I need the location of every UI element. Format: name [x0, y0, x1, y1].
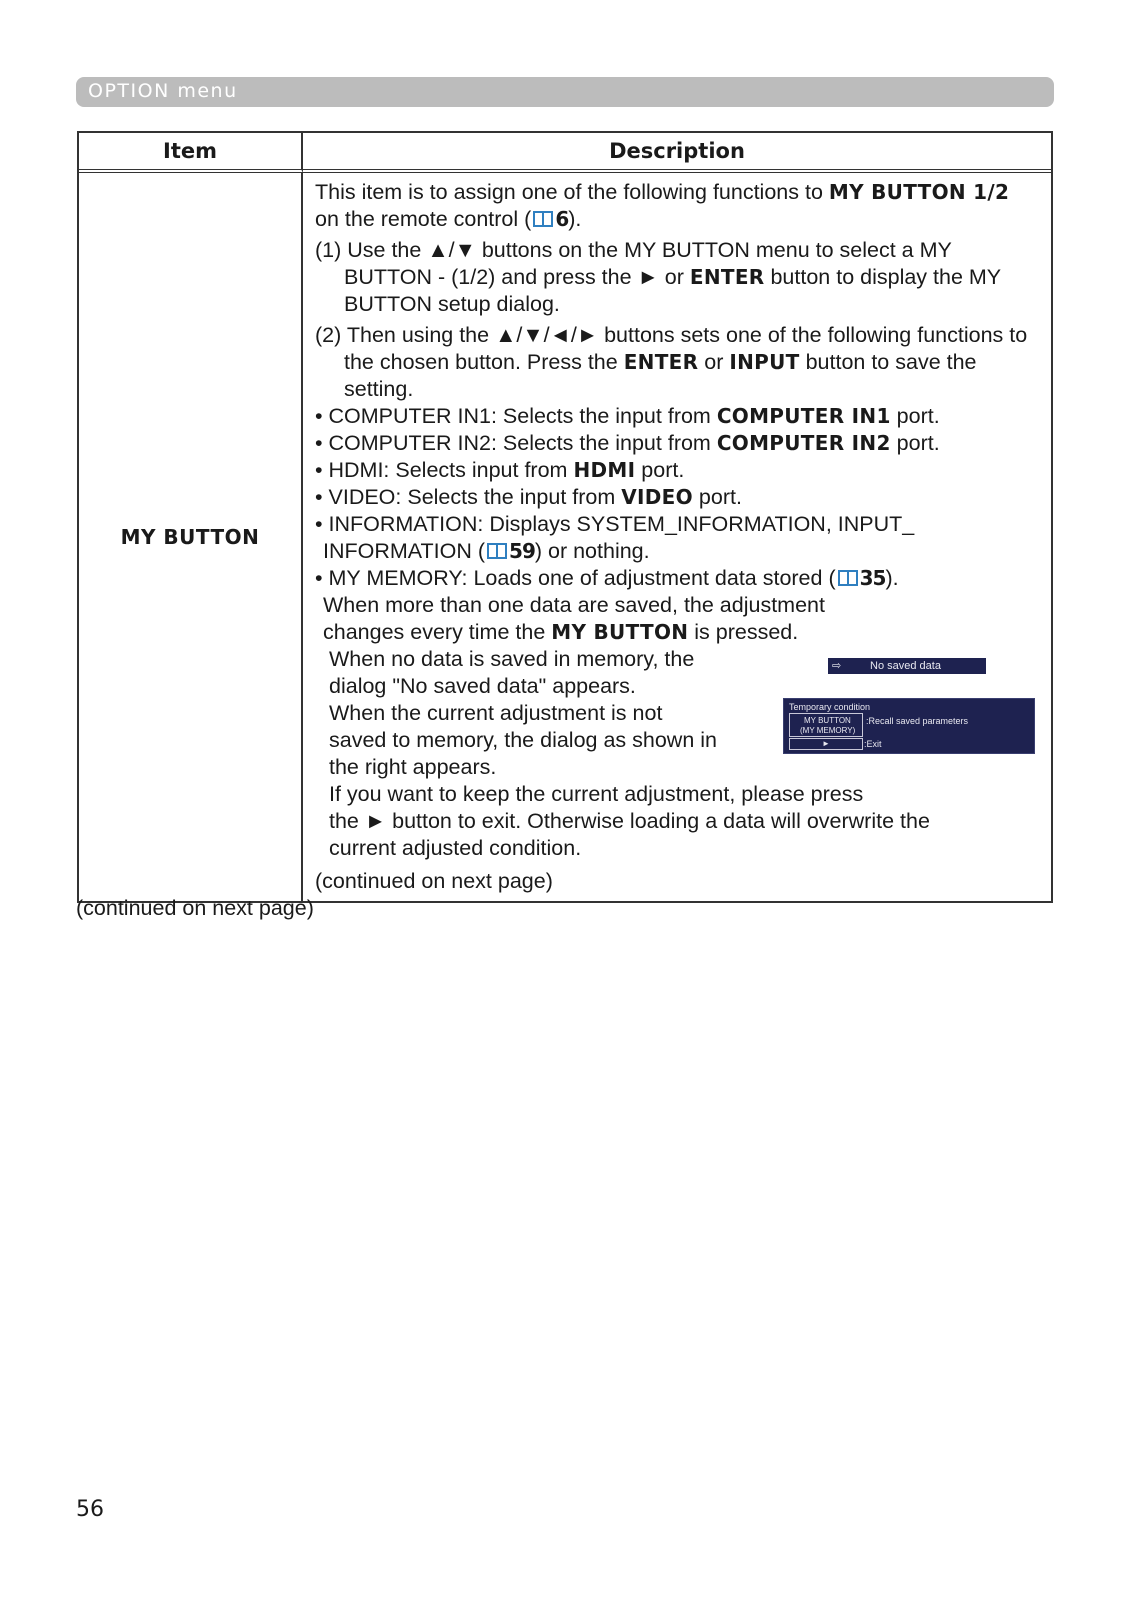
- book-icon: [532, 209, 554, 229]
- intro-paragraph: This item is to assign one of the following functions to MY BUTTON 1/2 on the remote control ( 6).: [315, 180, 1010, 231]
- my-memory-note-1: When more than one data are saved, the adjustment changes every time the MY BUTTON is pressed.: [323, 593, 825, 644]
- option-table: [77, 131, 1053, 903]
- page-ref: 6: [555, 207, 569, 231]
- table-header-row: [79, 133, 1051, 173]
- bullet-my-memory: • MY MEMORY: Loads one of adjustment data stored ( 35).: [315, 566, 899, 590]
- column-header-description: Description: [303, 133, 1051, 173]
- continued-note-in-table: (continued on next page): [315, 869, 553, 893]
- page-number: 56: [76, 1497, 104, 1522]
- section-title: OPTION menu: [88, 80, 238, 102]
- my-memory-note-3: When the current adjustment is not saved to memory, the dialog as shown in the right appears.: [329, 701, 717, 779]
- bullet-video: • VIDEO: Selects the input from VIDEO port.: [315, 485, 742, 509]
- book-icon: [837, 568, 859, 588]
- section-header-bar: [76, 77, 1054, 107]
- item-description: [303, 173, 1051, 901]
- my-memory-note-4: If you want to keep the current adjustment, please press the ► button to exit. Otherwise loading a data will overwrite the current adjusted condition.: [329, 782, 930, 860]
- item-name: MY BUTTON: [79, 173, 303, 901]
- my-memory-note-2: When no data is saved in memory, the dialog "No saved data" appears.: [329, 647, 695, 698]
- table-row: [79, 173, 1051, 901]
- step-1: (1) Use the ▲/▼ buttons on the MY BUTTON menu to select a MY BUTTON - (1/2) and press the ► or ENTER button to display the MY BUTTON setup dialog.: [315, 238, 1001, 316]
- right-arrow-key-box: ►: [789, 738, 863, 750]
- no-saved-data-dialog: ⇨ No saved data: [828, 658, 986, 674]
- bullet-hdmi: • HDMI: Selects input from HDMI port.: [315, 458, 685, 482]
- page-ref: 35: [859, 566, 886, 590]
- bullet-computer-in1: • COMPUTER IN1: Selects the input from COMPUTER IN1 port.: [315, 404, 940, 428]
- column-header-item: Item: [79, 133, 303, 173]
- book-icon: [486, 541, 508, 561]
- bullet-information: • INFORMATION: Displays SYSTEM_INFORMATION, INPUT_ INFORMATION ( 59) or nothing.: [315, 512, 915, 563]
- my-memory-dialog-notes: [315, 646, 1037, 781]
- bullet-computer-in2: • COMPUTER IN2: Selects the input from COMPUTER IN2 port.: [315, 431, 940, 455]
- temporary-condition-dialog: Temporary condition MY BUTTON (MY MEMORY) :Recall saved parameters ► :Exit: [783, 698, 1035, 754]
- page-ref: 59: [509, 539, 535, 563]
- step-2: (2) Then using the ▲/▼/◄/► buttons sets one of the following functions to the chosen button. Press the ENTER or INPUT button to save the setting.: [315, 323, 1028, 401]
- input-arrow-icon: ⇨: [832, 660, 842, 672]
- continued-note: (continued on next page): [76, 896, 314, 920]
- my-button-key-box: MY BUTTON (MY MEMORY): [789, 713, 863, 737]
